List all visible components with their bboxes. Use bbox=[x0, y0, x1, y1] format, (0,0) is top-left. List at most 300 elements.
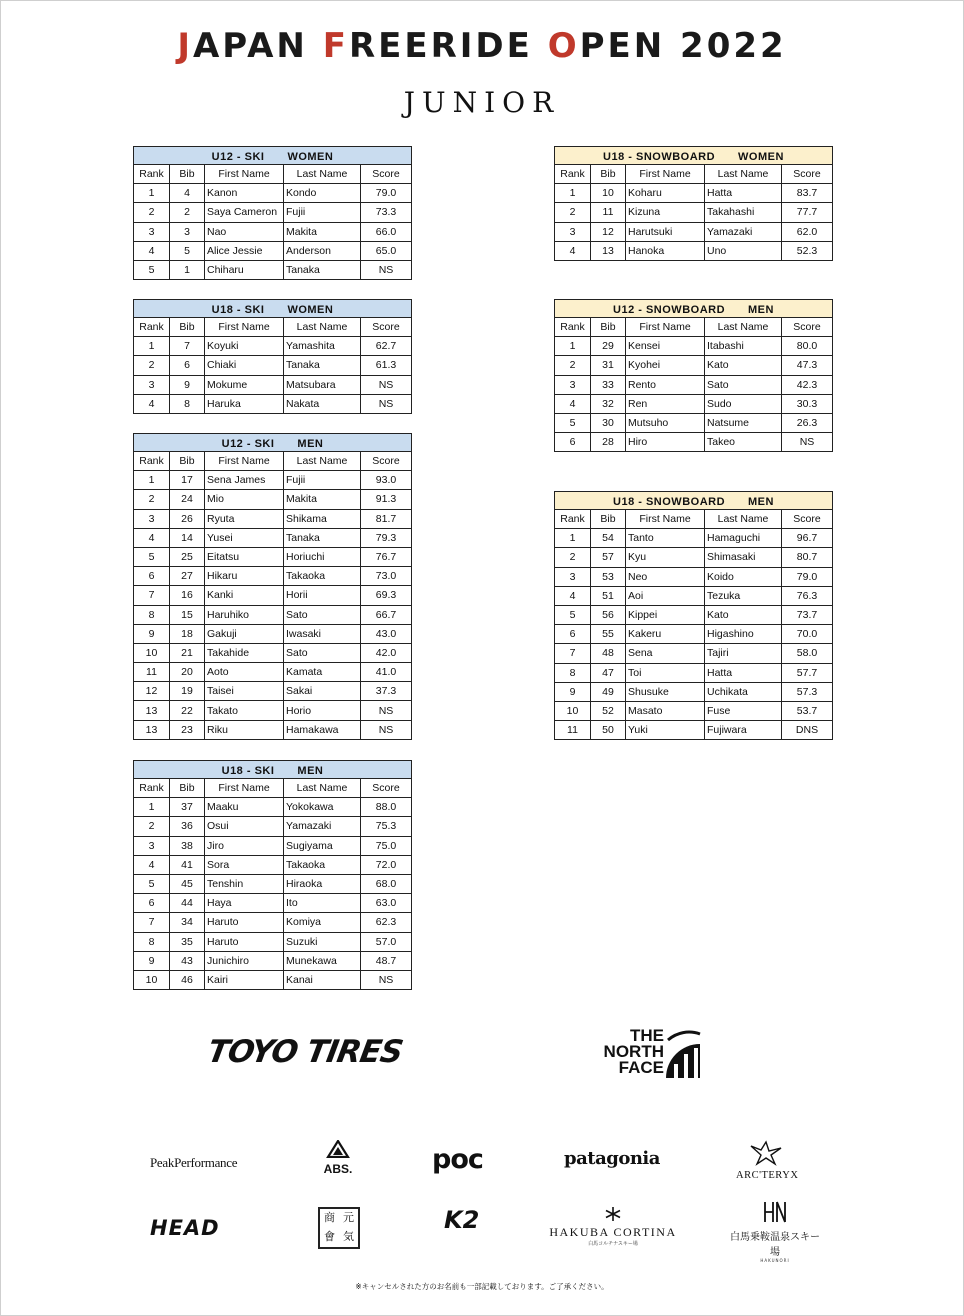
column-header: Bib bbox=[170, 165, 205, 184]
u18-ski-men-table bbox=[133, 760, 412, 990]
column-header: Last Name bbox=[284, 318, 361, 337]
table-cell: 3 bbox=[134, 509, 170, 528]
table-row bbox=[134, 855, 412, 874]
table-row bbox=[555, 529, 833, 548]
table-cell: Riku bbox=[205, 720, 284, 739]
table-cell: 8 bbox=[170, 394, 205, 413]
table-cell: Haruka bbox=[205, 394, 284, 413]
table-cell: Tanaka bbox=[284, 356, 361, 375]
table-cell: 33 bbox=[591, 375, 626, 394]
table-cell: 75.3 bbox=[361, 817, 412, 836]
table-cell: 2 bbox=[555, 356, 591, 375]
table-cell: 16 bbox=[170, 586, 205, 605]
hakuba-cortina-subtext: 白馬コルチナスキー場 bbox=[588, 1241, 638, 1247]
arcteryx-bird-icon bbox=[749, 1140, 783, 1166]
table-cell: 1 bbox=[555, 184, 591, 203]
table-cell: Tanto bbox=[626, 529, 705, 548]
table-title: U12 - SKI WOMEN bbox=[134, 147, 412, 165]
table-cell: Taisei bbox=[205, 682, 284, 701]
column-header: Rank bbox=[134, 779, 170, 798]
table-cell: Ito bbox=[284, 894, 361, 913]
table-cell: 7 bbox=[555, 644, 591, 663]
u12-sb-men-table bbox=[554, 299, 833, 452]
table-cell: Takaoka bbox=[284, 567, 361, 586]
u12-ski-men-table bbox=[133, 433, 412, 740]
table-cell: 1 bbox=[134, 798, 170, 817]
table-cell: 35 bbox=[170, 932, 205, 951]
table-cell: Yamazaki bbox=[705, 222, 782, 241]
title-part: APAN bbox=[192, 26, 323, 66]
table-cell: 66.7 bbox=[361, 605, 412, 624]
table-cell: Haruhiko bbox=[205, 605, 284, 624]
stamp-char-2: 元 bbox=[343, 1211, 354, 1224]
table-cell: Koharu bbox=[626, 184, 705, 203]
table-cell: Hiraoka bbox=[284, 874, 361, 893]
table-row bbox=[555, 663, 833, 682]
table-cell: Yamazaki bbox=[284, 817, 361, 836]
table-cell: Horio bbox=[284, 701, 361, 720]
table-cell: 46 bbox=[170, 970, 205, 989]
table-row bbox=[555, 241, 833, 260]
table-cell: 72.0 bbox=[361, 855, 412, 874]
head-logo: HEAD bbox=[150, 1216, 220, 1240]
table-cell: 6 bbox=[555, 433, 591, 452]
column-header: Score bbox=[361, 779, 412, 798]
table-title: U18 - SKI MEN bbox=[134, 761, 412, 779]
u12-ski-women-table bbox=[133, 146, 412, 280]
table-cell: NS bbox=[361, 970, 412, 989]
table-row bbox=[555, 605, 833, 624]
table-cell: Fujii bbox=[284, 471, 361, 490]
table-cell: Tenshin bbox=[205, 874, 284, 893]
table-cell: DNS bbox=[782, 721, 833, 740]
table-cell: Sena bbox=[626, 644, 705, 663]
abs-logo bbox=[320, 1140, 356, 1176]
table-cell: Chiaki bbox=[205, 356, 284, 375]
table-cell: 76.3 bbox=[782, 586, 833, 605]
table-row bbox=[134, 586, 412, 605]
table-row bbox=[555, 222, 833, 241]
table-cell: 93.0 bbox=[361, 471, 412, 490]
table-cell: Sugiyama bbox=[284, 836, 361, 855]
table-cell: Kanki bbox=[205, 586, 284, 605]
table-cell: 73.3 bbox=[361, 203, 412, 222]
table-row bbox=[134, 932, 412, 951]
table-cell: Fujii bbox=[284, 203, 361, 222]
table-cell: 2 bbox=[134, 356, 170, 375]
hakuba-norikura-logo bbox=[730, 1200, 820, 1263]
table-row bbox=[134, 720, 412, 739]
table-cell: 37.3 bbox=[361, 682, 412, 701]
table-row bbox=[134, 624, 412, 643]
table-cell: 42.3 bbox=[782, 375, 833, 394]
table-cell: Junichiro bbox=[205, 951, 284, 970]
table-cell: 13 bbox=[134, 701, 170, 720]
snowflake-icon bbox=[605, 1207, 621, 1221]
column-header: First Name bbox=[626, 165, 705, 184]
arcteryx-wordmark: ARC'TERYX bbox=[736, 1170, 799, 1181]
table-cell: 7 bbox=[134, 586, 170, 605]
table-cell: 80.7 bbox=[782, 548, 833, 567]
table-cell: Shusuke bbox=[626, 682, 705, 701]
tnf-word-3: FACE bbox=[618, 1058, 664, 1077]
table-cell: Hatta bbox=[705, 663, 782, 682]
title-part: REERIDE bbox=[348, 26, 548, 66]
table-cell: 15 bbox=[170, 605, 205, 624]
table-cell: 3 bbox=[555, 222, 591, 241]
table-cell: 10 bbox=[134, 643, 170, 662]
table-cell: Saya Cameron bbox=[205, 203, 284, 222]
table-cell: 10 bbox=[591, 184, 626, 203]
column-header: Rank bbox=[134, 165, 170, 184]
table-row bbox=[134, 643, 412, 662]
table-title: U18 - SNOWBOARD WOMEN bbox=[555, 147, 833, 165]
table-cell: Suzuki bbox=[284, 932, 361, 951]
hakuba-cortina-wordmark: HAKUBA CORTINA bbox=[549, 1225, 677, 1239]
table-cell: 51 bbox=[591, 586, 626, 605]
table-cell: 57.7 bbox=[782, 663, 833, 682]
table-cell: 91.3 bbox=[361, 490, 412, 509]
column-header: Rank bbox=[555, 165, 591, 184]
table-cell: Uno bbox=[705, 241, 782, 260]
table-title: U18 - SNOWBOARD MEN bbox=[555, 492, 833, 510]
table-cell: 18 bbox=[170, 624, 205, 643]
table-cell: 42.0 bbox=[361, 643, 412, 662]
table-cell: 20 bbox=[170, 663, 205, 682]
column-header: First Name bbox=[205, 318, 284, 337]
shogen-stamp-logo bbox=[318, 1207, 360, 1249]
column-header: Score bbox=[361, 452, 412, 471]
table-row bbox=[555, 548, 833, 567]
table-cell: 4 bbox=[134, 241, 170, 260]
table-cell: 48.7 bbox=[361, 951, 412, 970]
table-cell: 70.0 bbox=[782, 625, 833, 644]
title-part: O bbox=[547, 26, 580, 66]
table-cell: 41 bbox=[170, 855, 205, 874]
table-row bbox=[134, 682, 412, 701]
column-header: Rank bbox=[555, 318, 591, 337]
tnf-wordmark bbox=[598, 1028, 664, 1076]
table-cell: Hamaguchi bbox=[705, 529, 782, 548]
table-cell: Gakuji bbox=[205, 624, 284, 643]
table-cell: Komiya bbox=[284, 913, 361, 932]
table-cell: 54 bbox=[591, 529, 626, 548]
table-cell: 36 bbox=[170, 817, 205, 836]
table-cell: 61.3 bbox=[361, 356, 412, 375]
table-cell: 79.3 bbox=[361, 528, 412, 547]
table-cell: Yuki bbox=[626, 721, 705, 740]
table-cell: Shimasaki bbox=[705, 548, 782, 567]
table-cell: 10 bbox=[555, 701, 591, 720]
table-cell: Koido bbox=[705, 567, 782, 586]
table-cell: Kyohei bbox=[626, 356, 705, 375]
table-cell: Yamashita bbox=[284, 337, 361, 356]
column-header: Rank bbox=[134, 452, 170, 471]
table-cell: 5 bbox=[555, 413, 591, 432]
table-cell: Mokume bbox=[205, 375, 284, 394]
table-cell: NS bbox=[361, 720, 412, 739]
table-row bbox=[555, 586, 833, 605]
table-cell: Hanoka bbox=[626, 241, 705, 260]
table-cell: Itabashi bbox=[705, 337, 782, 356]
table-cell: Sakai bbox=[284, 682, 361, 701]
table-cell: Horii bbox=[284, 586, 361, 605]
title-part: F bbox=[322, 26, 349, 66]
table-cell: Makita bbox=[284, 490, 361, 509]
table-cell: 96.7 bbox=[782, 529, 833, 548]
table-cell: Nao bbox=[205, 222, 284, 241]
table-title: U12 - SKI MEN bbox=[134, 434, 412, 452]
table-cell: Sudo bbox=[705, 394, 782, 413]
tnf-word-2: NORTH bbox=[603, 1042, 664, 1061]
table-cell: Horiuchi bbox=[284, 547, 361, 566]
table-cell: 77.7 bbox=[782, 203, 833, 222]
table-cell: 76.7 bbox=[361, 547, 412, 566]
table-cell: 9 bbox=[134, 624, 170, 643]
table-cell: 4 bbox=[134, 855, 170, 874]
u18-sb-women-table bbox=[554, 146, 833, 261]
table-cell: 81.7 bbox=[361, 509, 412, 528]
abs-wordmark: ABS. bbox=[323, 1162, 353, 1176]
table-cell: 2 bbox=[134, 490, 170, 509]
table-cell: Takato bbox=[205, 701, 284, 720]
arcteryx-logo bbox=[736, 1140, 799, 1181]
table-cell: 8 bbox=[134, 932, 170, 951]
table-cell: 49 bbox=[591, 682, 626, 701]
stamp-char-3: 會 bbox=[324, 1230, 335, 1243]
table-cell: 25 bbox=[170, 547, 205, 566]
table-row bbox=[134, 222, 412, 241]
table-cell: 32 bbox=[591, 394, 626, 413]
table-cell: Mio bbox=[205, 490, 284, 509]
table-cell: Takahashi bbox=[705, 203, 782, 222]
patagonia-logo: patagonia bbox=[564, 1148, 660, 1169]
table-cell: Kato bbox=[705, 356, 782, 375]
table-cell: 14 bbox=[170, 528, 205, 547]
table-row bbox=[134, 874, 412, 893]
table-row bbox=[555, 413, 833, 432]
event-subtitle: JUNIOR bbox=[403, 86, 561, 119]
table-row bbox=[555, 337, 833, 356]
table-cell: 28 bbox=[591, 433, 626, 452]
table-row bbox=[134, 490, 412, 509]
column-header: First Name bbox=[626, 318, 705, 337]
table-cell: 80.0 bbox=[782, 337, 833, 356]
column-header: Bib bbox=[170, 318, 205, 337]
table-cell: Hamakawa bbox=[284, 720, 361, 739]
column-header: First Name bbox=[205, 779, 284, 798]
table-cell: 88.0 bbox=[361, 798, 412, 817]
table-row bbox=[555, 682, 833, 701]
table-row bbox=[555, 433, 833, 452]
table-cell: Kakeru bbox=[626, 625, 705, 644]
stamp-char-1: 商 bbox=[324, 1211, 335, 1224]
table-row bbox=[134, 260, 412, 279]
table-cell: Takaoka bbox=[284, 855, 361, 874]
table-cell: 41.0 bbox=[361, 663, 412, 682]
table-cell: 6 bbox=[134, 567, 170, 586]
table-cell: Masato bbox=[626, 701, 705, 720]
column-header: Score bbox=[782, 318, 833, 337]
table-cell: 52.3 bbox=[782, 241, 833, 260]
table-cell: Osui bbox=[205, 817, 284, 836]
table-row bbox=[134, 471, 412, 490]
table-cell: Hiro bbox=[626, 433, 705, 452]
table-cell: 17 bbox=[170, 471, 205, 490]
column-header: Bib bbox=[591, 510, 626, 529]
poc-logo: poc bbox=[432, 1144, 483, 1175]
table-cell: 3 bbox=[170, 222, 205, 241]
table-cell: Sena James bbox=[205, 471, 284, 490]
table-cell: Yokokawa bbox=[284, 798, 361, 817]
table-cell: 43 bbox=[170, 951, 205, 970]
table-row bbox=[134, 241, 412, 260]
hakuba-norikura-subtext: HAKUNORI bbox=[760, 1258, 790, 1263]
table-cell: Tanaka bbox=[284, 528, 361, 547]
table-cell: 66.0 bbox=[361, 222, 412, 241]
table-row bbox=[134, 567, 412, 586]
table-cell: Chiharu bbox=[205, 260, 284, 279]
table-cell: Koyuki bbox=[205, 337, 284, 356]
table-cell: 1 bbox=[555, 529, 591, 548]
table-cell: 4 bbox=[555, 394, 591, 413]
table-row bbox=[134, 663, 412, 682]
table-cell: NS bbox=[361, 701, 412, 720]
table-cell: 9 bbox=[134, 951, 170, 970]
table-cell: Ryuta bbox=[205, 509, 284, 528]
table-cell: 7 bbox=[170, 337, 205, 356]
table-row bbox=[555, 356, 833, 375]
table-cell: 1 bbox=[555, 337, 591, 356]
table-row bbox=[134, 547, 412, 566]
table-row bbox=[134, 203, 412, 222]
event-title bbox=[0, 26, 964, 66]
table-row bbox=[134, 184, 412, 203]
table-cell: 2 bbox=[555, 203, 591, 222]
table-cell: 12 bbox=[134, 682, 170, 701]
table-cell: Sato bbox=[284, 643, 361, 662]
table-cell: Matsubara bbox=[284, 375, 361, 394]
table-cell: 75.0 bbox=[361, 836, 412, 855]
table-cell: 1 bbox=[134, 184, 170, 203]
table-cell: 65.0 bbox=[361, 241, 412, 260]
table-cell: 68.0 bbox=[361, 874, 412, 893]
table-cell: 55 bbox=[591, 625, 626, 644]
table-cell: Kato bbox=[705, 605, 782, 624]
table-cell: 63.0 bbox=[361, 894, 412, 913]
table-cell: 79.0 bbox=[361, 184, 412, 203]
table-cell: Uchikata bbox=[705, 682, 782, 701]
hn-monogram-icon bbox=[762, 1200, 788, 1224]
table-cell: Yusei bbox=[205, 528, 284, 547]
table-cell: 2 bbox=[134, 203, 170, 222]
table-row bbox=[134, 798, 412, 817]
table-row bbox=[134, 701, 412, 720]
table-cell: 4 bbox=[555, 241, 591, 260]
table-cell: Hatta bbox=[705, 184, 782, 203]
column-header: First Name bbox=[205, 165, 284, 184]
table-cell: 57.3 bbox=[782, 682, 833, 701]
table-cell: 73.0 bbox=[361, 567, 412, 586]
tnf-word-1: THE bbox=[630, 1026, 664, 1045]
column-header: Last Name bbox=[705, 318, 782, 337]
table-cell: 26.3 bbox=[782, 413, 833, 432]
title-part: PEN 2022 bbox=[579, 26, 787, 66]
table-cell: 38 bbox=[170, 836, 205, 855]
table-cell: 53 bbox=[591, 567, 626, 586]
table-cell: 30.3 bbox=[782, 394, 833, 413]
column-header: Bib bbox=[170, 452, 205, 471]
table-cell: 10 bbox=[134, 970, 170, 989]
table-cell: 26 bbox=[170, 509, 205, 528]
table-cell: 57 bbox=[591, 548, 626, 567]
table-row bbox=[555, 625, 833, 644]
table-cell: 1 bbox=[134, 471, 170, 490]
column-header: Score bbox=[782, 165, 833, 184]
column-header: First Name bbox=[205, 452, 284, 471]
table-cell: Aoto bbox=[205, 663, 284, 682]
table-cell: Toi bbox=[626, 663, 705, 682]
table-row bbox=[134, 509, 412, 528]
table-cell: 47 bbox=[591, 663, 626, 682]
table-cell: Aoi bbox=[626, 586, 705, 605]
table-cell: 12 bbox=[591, 222, 626, 241]
table-cell: 8 bbox=[134, 605, 170, 624]
table-cell: 5 bbox=[134, 547, 170, 566]
table-cell: Higashino bbox=[705, 625, 782, 644]
table-cell: Kamata bbox=[284, 663, 361, 682]
table-cell: Ren bbox=[626, 394, 705, 413]
table-cell: 9 bbox=[170, 375, 205, 394]
hakuba-cortina-logo bbox=[548, 1206, 678, 1247]
table-cell: NS bbox=[361, 394, 412, 413]
u18-ski-women-table bbox=[133, 299, 412, 414]
table-title: U18 - SKI WOMEN bbox=[134, 300, 412, 318]
table-cell: 5 bbox=[134, 874, 170, 893]
table-cell: 6 bbox=[134, 894, 170, 913]
table-cell: Mutsuho bbox=[626, 413, 705, 432]
table-row bbox=[555, 701, 833, 720]
table-row bbox=[134, 375, 412, 394]
table-cell: 3 bbox=[555, 567, 591, 586]
table-cell: 44 bbox=[170, 894, 205, 913]
table-cell: 30 bbox=[591, 413, 626, 432]
table-cell: 3 bbox=[555, 375, 591, 394]
table-cell: Kanai bbox=[284, 970, 361, 989]
table-cell: 24 bbox=[170, 490, 205, 509]
table-cell: 3 bbox=[134, 836, 170, 855]
column-header: Last Name bbox=[705, 510, 782, 529]
table-cell: 6 bbox=[555, 625, 591, 644]
table-cell: Haruto bbox=[205, 932, 284, 951]
table-cell: NS bbox=[361, 260, 412, 279]
table-cell: Natsume bbox=[705, 413, 782, 432]
column-header: Last Name bbox=[705, 165, 782, 184]
table-cell: Haya bbox=[205, 894, 284, 913]
table-cell: 5 bbox=[170, 241, 205, 260]
table-cell: Maaku bbox=[205, 798, 284, 817]
table-cell: Fujiwara bbox=[705, 721, 782, 740]
table-cell: Kizuna bbox=[626, 203, 705, 222]
table-cell: 11 bbox=[591, 203, 626, 222]
table-cell: 22 bbox=[170, 701, 205, 720]
table-cell: 21 bbox=[170, 643, 205, 662]
table-cell: NS bbox=[361, 375, 412, 394]
title-part: J bbox=[177, 26, 193, 66]
table-cell: 56 bbox=[591, 605, 626, 624]
table-cell: Kairi bbox=[205, 970, 284, 989]
table-cell: Kondo bbox=[284, 184, 361, 203]
